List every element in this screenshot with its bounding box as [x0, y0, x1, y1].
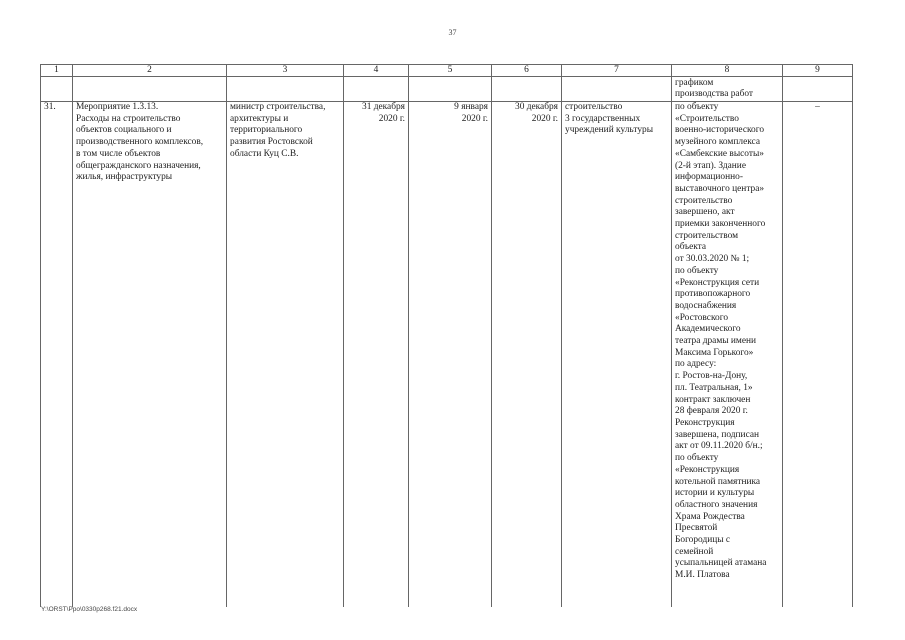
- column-number: 8: [672, 65, 783, 77]
- carry-over-text: графиком производства работ: [672, 77, 783, 102]
- footer-file-path: Y:\ORST\Ppo\0330p268.f21.docx: [41, 606, 138, 613]
- status-text: по объекту «Строительство военно-исторического музейного комплекса «Самбекские высоты» (2-й этап). Здание информационно- выставочного центра» строительство завершено, акт приемки законченного строительством объекта от 30.03.2020 № 1; по объекту «Реконструкция сети противопожарного водоснабжения «Ростовского Академического театра драмы имени Максима Горького» по адресу: г. Ростов-на-Дону, пл. Театральная, 1» контракт заключен 28 февраля 2020 г. Реконструкция завершена, подписан акт от 09.11.2020 б/н.; по объекту «Реконструкция котельной памятника истории и культуры областного значения Храма Рождества Пресвятой Богородицы с семейной усыпальницей атамана М.И. Платова: [672, 102, 783, 608]
- carry-over-row: [41, 77, 853, 102]
- column-number: 3: [227, 65, 344, 77]
- event-description: Мероприятие 1.3.13. Расходы на строительство объектов социального и производственного комплексов, в том числе объектов общегражданского назначения, жилья, инфраструктуры: [73, 102, 227, 608]
- date-mid: 9 января 2020 г.: [409, 102, 492, 608]
- column-number: 5: [409, 65, 492, 77]
- column-number: 9: [783, 65, 853, 77]
- column-number: 7: [562, 65, 672, 77]
- page-number: 37: [448, 28, 457, 37]
- note: –: [783, 102, 853, 608]
- column-number: 4: [344, 65, 409, 77]
- table-row: [41, 102, 853, 608]
- column-number: 1: [41, 65, 73, 77]
- responsible-person: министр строительства, архитектуры и территориального развития Ростовской области Куц С.В.: [227, 102, 344, 608]
- column-number: 6: [492, 65, 562, 77]
- column-number: 2: [73, 65, 227, 77]
- report-table: [40, 64, 853, 607]
- row-number: 31.: [41, 102, 73, 608]
- date-start: 31 декабря 2020 г.: [344, 102, 409, 608]
- date-end: 30 декабря 2020 г.: [492, 102, 562, 608]
- expected-result: строительство 3 государственных учреждений культуры: [562, 102, 672, 608]
- column-number-row: [41, 65, 853, 77]
